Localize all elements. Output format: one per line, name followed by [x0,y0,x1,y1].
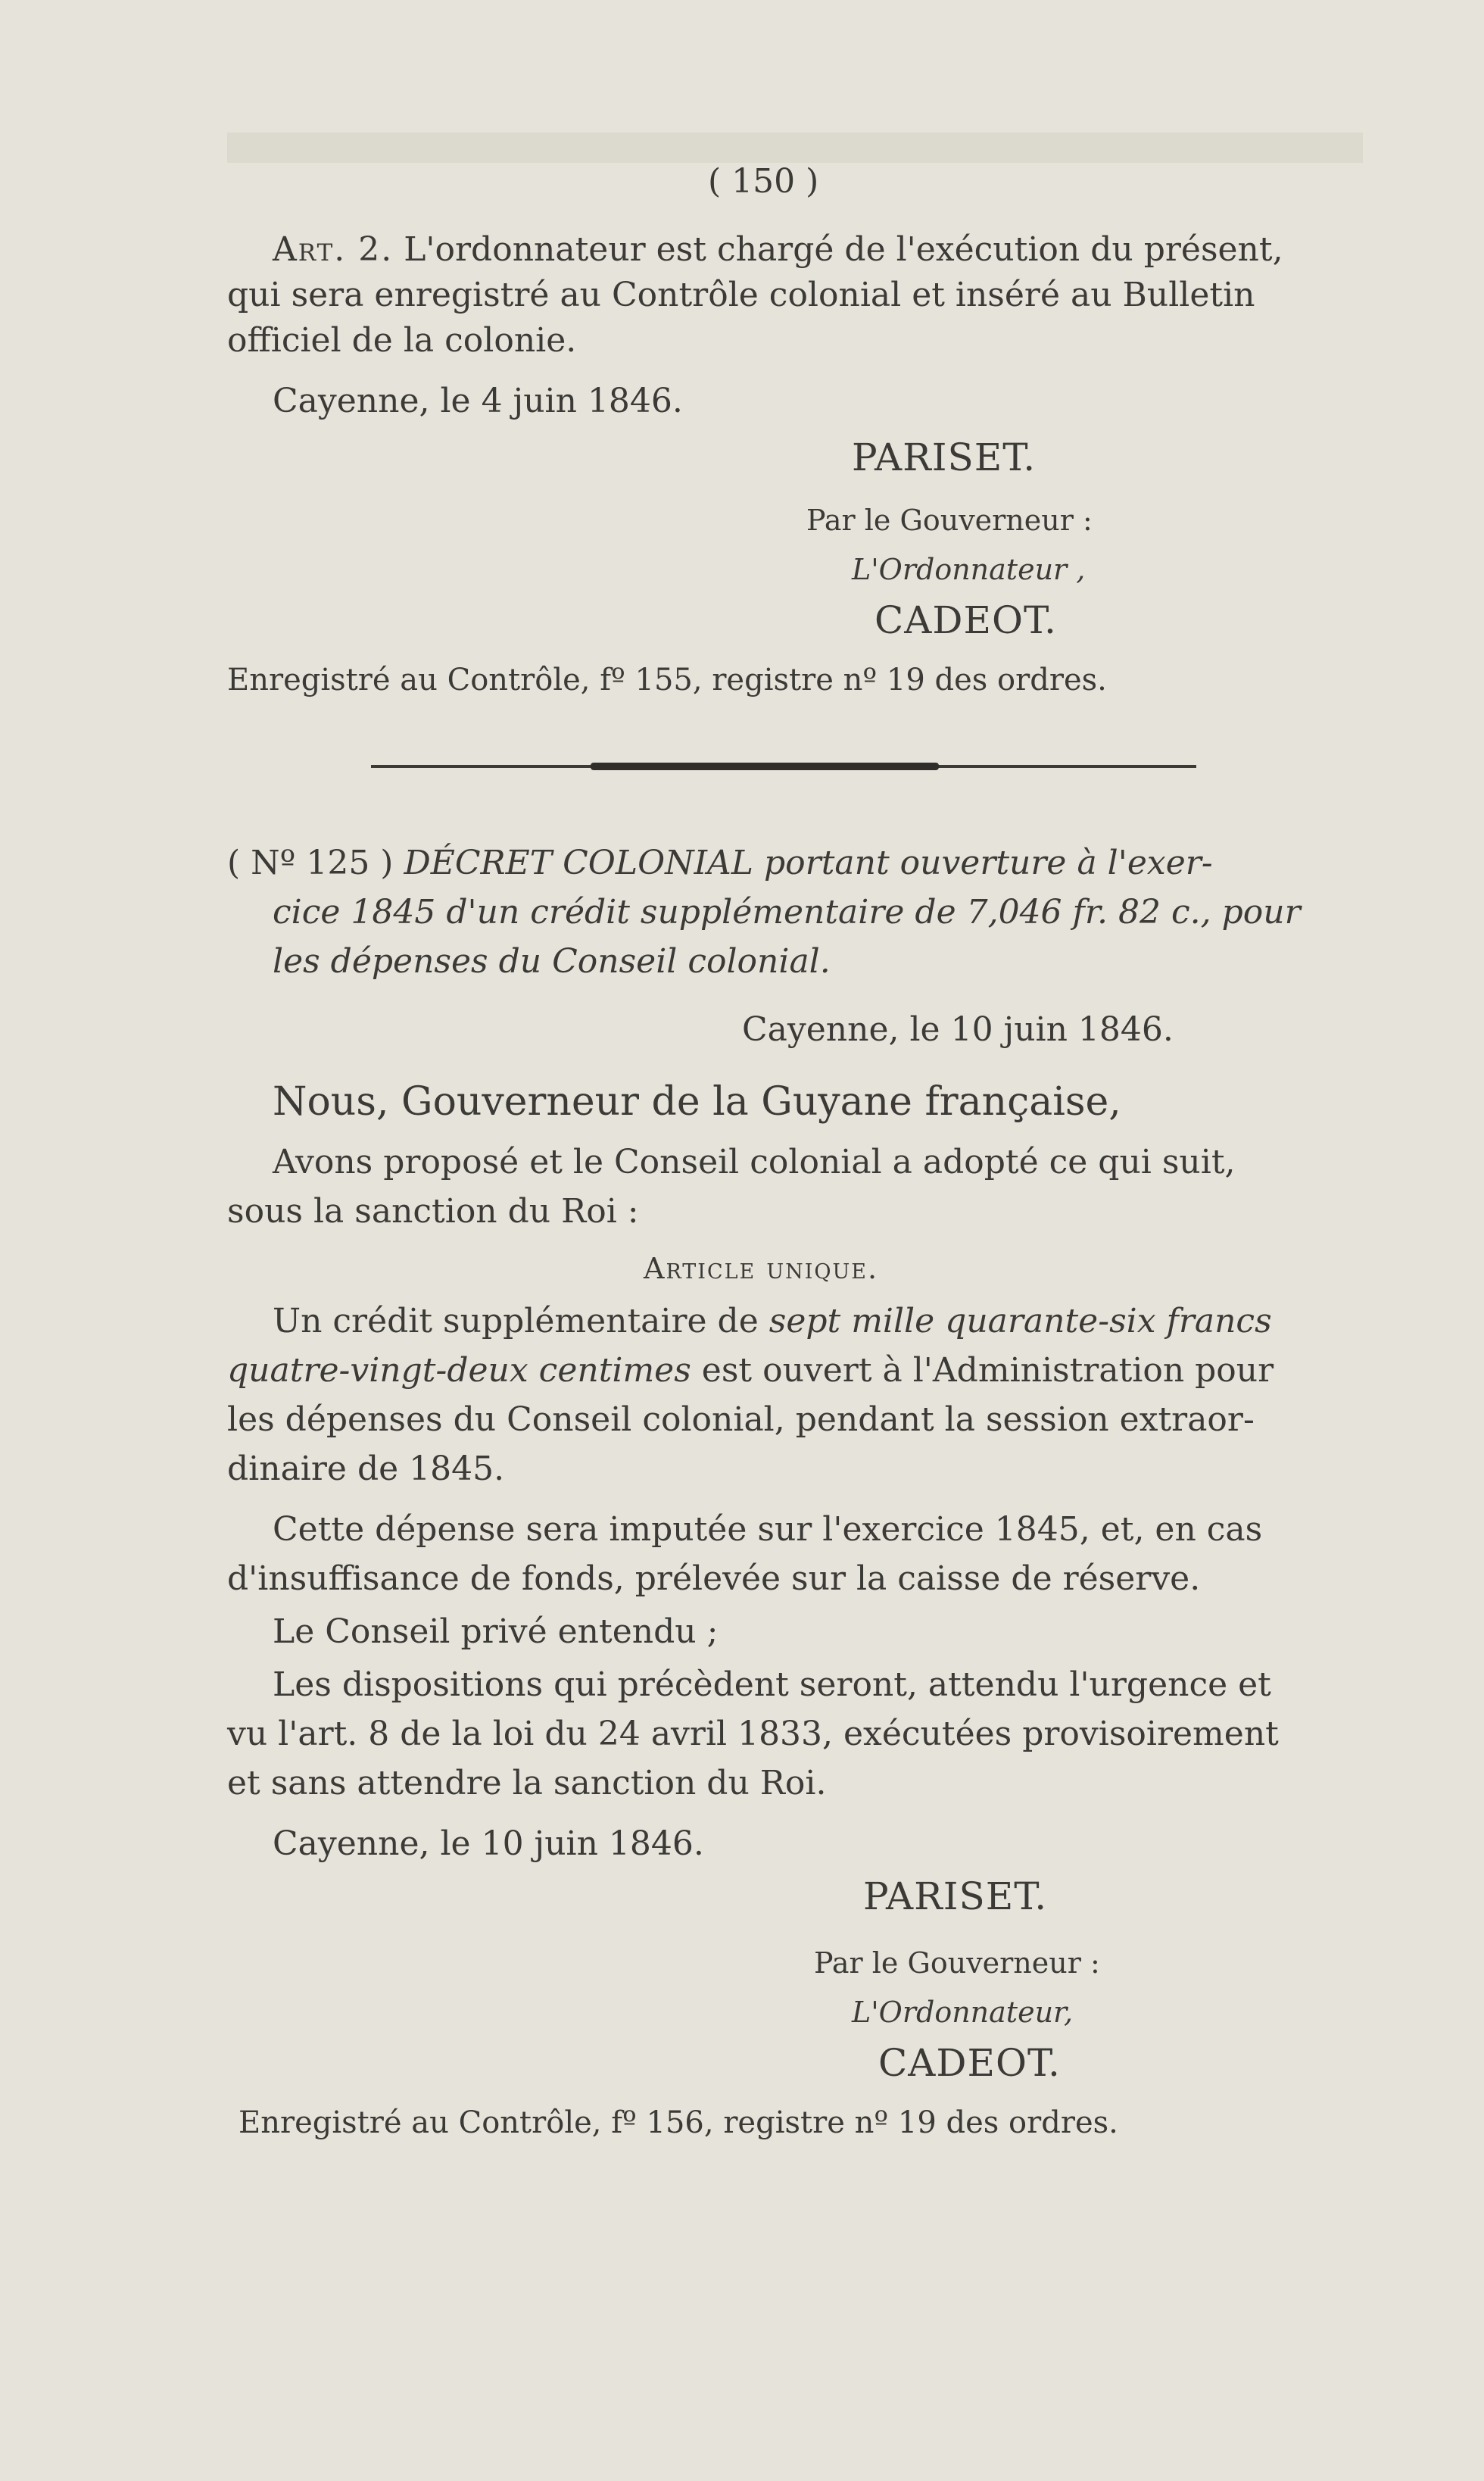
first-registration: Enregistré au Contrôle, fº 155, registre nº 19 des ordres. [227,663,1107,697]
section-divider-center [591,763,939,770]
p2-line2-b: est ouvert à l'Administration pour [691,1351,1274,1390]
p2-line3: les dépenses du Conseil colonial, pendant la session extraor- [227,1400,1255,1439]
p3-line2: d'insuffisance de fonds, prélevée sur la caisse de réserve. [227,1559,1201,1598]
first-signature-role: L'Ordonnateur , [852,553,1086,586]
art2-label: Art. 2. [273,230,394,269]
second-signature-by: Par le Gouverneur : [814,1946,1100,1980]
first-signature-by: Par le Gouverneur : [806,504,1093,537]
p2-line2 [227,1348,1274,1393]
first-signature-cosigner: CADEOT. [874,598,1057,642]
second-signature-cosigner: CADEOT. [878,2041,1061,2085]
decree-date: Cayenne, le 10 juin 1846. [742,1010,1174,1049]
art2-text: L'ordonnateur est chargé de l'exécution du présent, [404,230,1283,269]
first-date: Cayenne, le 4 juin 1846. [273,382,683,420]
p3-line1: Cette dépense sera imputée sur l'exercice 1845, et, en cas [273,1510,1263,1549]
second-signature-name: PARISET. [863,1874,1048,1918]
p2-line2-a: quatre-vingt-deux centimes [227,1351,691,1390]
p2-line1-b: sept mille quarante-six francs [768,1302,1272,1340]
art2-line3: officiel de la colonie. [227,321,577,360]
p2-line1 [273,1299,1272,1344]
decree-title-line2: cice 1845 d'un crédit supplémentaire de 7,046 fr. 82 c., pour [273,893,1301,932]
decree-number: ( Nº 125 ) [227,844,394,882]
decree-title-1: DÉCRET COLONIAL portant ouverture à l'exer- [404,844,1213,882]
p2-line4: dinaire de 1845. [227,1450,505,1488]
body-date: Cayenne, le 10 juin 1846. [273,1824,704,1863]
page-number: ( 150 ) [708,162,819,201]
p5-line3: et sans attendre la sanction du Roi. [227,1764,827,1802]
second-registration: Enregistré au Contrôle, fº 156, registre nº 19 des ordres. [238,2105,1118,2140]
second-signature-role: L'Ordonnateur, [852,1996,1074,2029]
p4: Le Conseil privé entendu ; [273,1612,719,1651]
art2-line2: qui sera enregistré au Contrôle colonial et inséré au Bulletin [227,276,1255,314]
article-heading: Article unique. [644,1252,879,1285]
art2-line1 [273,227,1283,273]
governor-line: Nous, Gouverneur de la Guyane française, [273,1079,1121,1125]
decree-title-line1 [227,841,1213,886]
p5-line1: Les dispositions qui précèdent seront, attendu l'urgence et [273,1665,1271,1704]
first-signature-name: PARISET. [852,435,1037,479]
p1-line1: Avons proposé et le Conseil colonial a adopté ce qui suit, [273,1143,1236,1181]
bleed-through-band [227,133,1363,163]
p2-line1-a: Un crédit supplémentaire de [273,1302,769,1340]
p1-line2: sous la sanction du Roi : [227,1192,639,1231]
decree-title-line3: les dépenses du Conseil colonial. [273,942,831,981]
p5-line2: vu l'art. 8 de la loi du 24 avril 1833, exécutées provisoirement [227,1715,1279,1753]
